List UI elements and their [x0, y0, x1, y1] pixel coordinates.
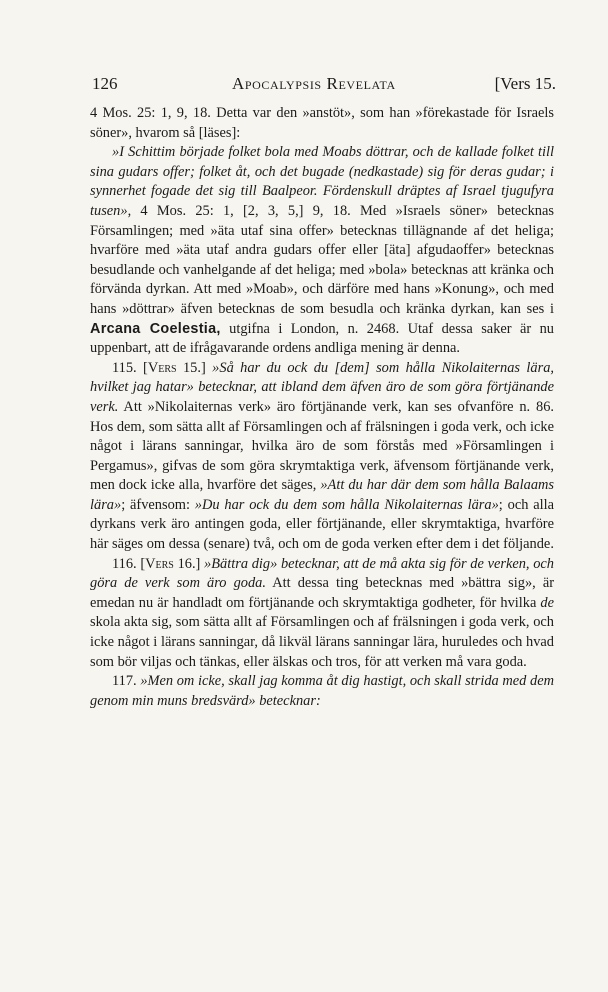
- page-number: 126: [92, 74, 118, 93]
- running-title: Apocalypsis Revelata: [232, 74, 396, 93]
- paragraph-116: 116. [Vers 16.] »Bättra dig» betecknar, att de må akta sig för de verken, och göra de verk som äro goda. Att dessa ting betecknas med »bättra sig», är emedan nu är handladt om förtjänande och skrymtaktiga godheter, för hvilka de skola akta sig, som sätta allt af Församlingen och af frälsningen i goda verk, och icke något i lärans sanningar, då likväl lärans sanningar lära, huruledes och hvad som bör viljas och tänkas, eller älskas och tros, för att verken må vara goda.: [90, 555, 554, 670]
- scripture-quote: »I Schittim började folket bola med Moabs döttrar, och de kallade folket till sina gudars offer; folket åt, och det bugade (nedkastade) sig för deras gudar; i synnerhet fogade det sig till Baalpeor. Fördenskull dräptes af Israel tjugufyra tusen»: [90, 144, 554, 219]
- running-head: [92, 74, 556, 100]
- section-reference: [Vers 15.: [494, 74, 556, 93]
- paragraph-continuation: 4 Mos. 25: 1, 9, 18. Detta var den »anstöt», som han »förekastade för Israels söner», hvarom så [läses]:: [90, 105, 554, 141]
- verse-heading: »Så har du ock du [dem] som hålla Nikolaiternas lära, hvilket jag hatar» betecknar, att ibland dem äfven äro de som göra förtjänande verk.: [90, 359, 554, 415]
- paragraph-117: 117. »Men om icke, skall jag komma åt dig hastigt, och skall strida med dem genom min muns bredsvärd» betecknar:: [90, 673, 554, 709]
- paragraph-quotation: »I Schittim började folket bola med Moabs döttrar, och de kallade folket till sina gudars offer; folket åt, och det bugade (nedkastade) sig för deras gudar; i synnerhet fogade det sig till Baalpeor. Fördenskull dräptes af Israel tjugufyra tusen», 4 Mos. 25: 1, [2, 3, 5,] 9, 18. Med »Israels söner» betecknas Församlingen; med »äta utaf sina offer» betecknas tillägnande af det heliga; hvarföre med »äta utaf andra gudars offer eller [äta] afgudaoffer» betecknas besudlande och vanhelgande af det heliga; med »bola» betecknas att kränka och förvända dyrkan. Att med »Moab», och därföre med hans »Konung», och med hans »döttrar» äfven betecknas de som besudla och kränka dyrkan, kan ses i Arcana Coelestia, utgifna i London, n. 2468. Utaf dessa saker är nu uppenbart, att de ifrågavarande ordens andliga mening är denna.: [90, 144, 555, 357]
- page-body: [90, 104, 554, 711]
- book-title-arcana: Arcana Coelestia,: [90, 320, 221, 337]
- verse-heading: »Men om icke, skall jag komma åt dig hastigt, och skall strida med dem genom min muns bredsvärd» betecknar:: [90, 673, 554, 709]
- paragraph-115: 115. [Vers 15.] »Så har du ock du [dem] som hålla Nikolaiternas lära, hvilket jag hatar» betecknar, att ibland dem äfven äro de som göra förtjänande verk. Att »Nikolaiternas verk» äro förtjänande verk, kan ses ofvanföre n. 86. Hos dem, som sätta allt af Församlingen och af frälsningen i goda verk, och icke något i lärans sanningar, hvilka äro de som förstås med »Församlingen i Pergamus», gifvas de som göra skrymtaktiga verk, äfvensom förtjänande verk, men dock icke alla, hvarföre det säges, »Att du har där dem som hålla Balaams lära»; äfvensom: »Du har ock du dem som hålla Nikolaiternas lära»; och alla dyrkans verk äro antingen goda, eller förtjänande, eller skrymtaktiga, hvarföre här säges om dessa (senare) två, och om de goda verken efter dem i det följande.: [90, 359, 555, 553]
- verse-heading: »Bättra dig» betecknar, att de må akta sig för de verken, och göra de verk som äro goda.: [90, 555, 554, 592]
